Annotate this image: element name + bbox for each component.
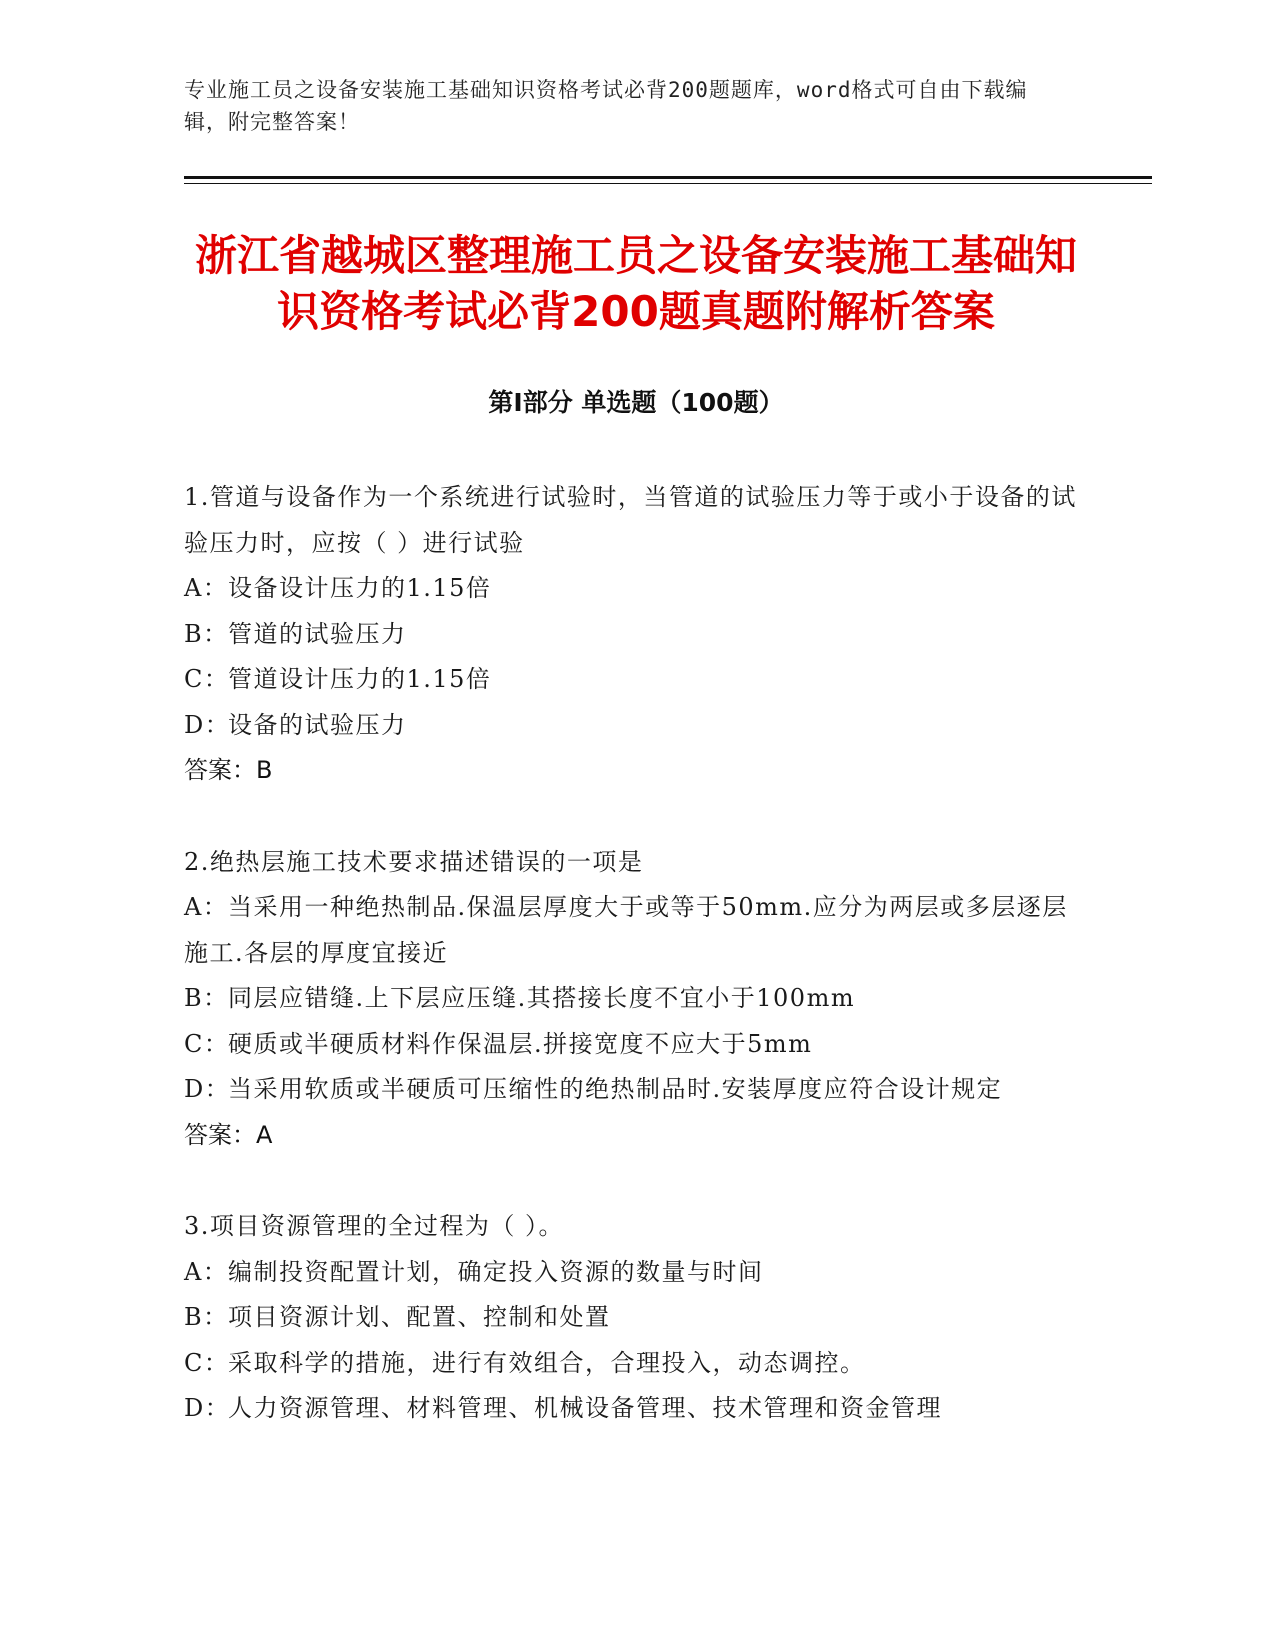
option-text: 管道设计压力的1.15倍 <box>228 665 492 693</box>
header-rule-thick <box>184 176 1152 179</box>
option-c <box>184 1022 1088 1068</box>
document-title: 浙江省越城区整理施工员之设备安装施工基础知识资格考试必背200题真题附解析答案 <box>194 231 1077 336</box>
option-text: 设备的试验压力 <box>228 710 407 739</box>
option-key: A： <box>184 574 229 602</box>
answer-line: 答案：A <box>184 1120 273 1149</box>
option-text: 采取科学的措施，进行有效组合，合理投入，动态调控。 <box>228 1348 866 1377</box>
option-text: 同层应错缝.上下层应压缝.其搭接长度不宜小于100mm <box>228 984 856 1012</box>
question-2 <box>184 840 1088 1159</box>
option-key: B： <box>184 1303 229 1331</box>
option-b <box>184 612 1088 658</box>
option-key: A： <box>184 1257 229 1286</box>
option-key: A： <box>184 893 229 921</box>
option-d <box>184 703 1088 749</box>
question-1 <box>184 475 1088 794</box>
question-stem: 3.项目资源管理的全过程为（ ）。 <box>184 1212 565 1240</box>
question-stem: 1.管道与设备作为一个系统进行试验时，当管道的试验压力等于或小于设备的试验压力时，应按（ ）进行试验 <box>184 483 1077 557</box>
question-list <box>184 475 1088 1478</box>
option-a <box>184 566 1088 612</box>
answer-line: 答案：B <box>184 756 273 784</box>
option-text: 项目资源计划、配置、控制和处置 <box>228 1303 611 1331</box>
option-key: B： <box>184 619 229 648</box>
option-text: 当采用软质或半硬质可压缩性的绝热制品时.安装厚度应符合设计规定 <box>228 1075 1003 1103</box>
option-a <box>184 1250 1088 1296</box>
option-c <box>184 1341 1088 1387</box>
option-text: 管道的试验压力 <box>228 619 407 648</box>
section-heading: 第Ⅰ部分 单选题（100题） <box>488 388 784 417</box>
option-d <box>184 1067 1088 1113</box>
option-key: C： <box>184 1029 230 1058</box>
option-a <box>184 885 1088 976</box>
option-key: D： <box>184 710 231 739</box>
option-text: 人力资源管理、材料管理、机械设备管理、技术管理和资金管理 <box>228 1394 942 1422</box>
option-key: C： <box>184 1348 230 1377</box>
question-3 <box>184 1204 1088 1432</box>
question-stem: 2.绝热层施工技术要求描述错误的一项是 <box>184 847 644 876</box>
option-text: 编制投资配置计划，确定投入资源的数量与时间 <box>228 1257 764 1286</box>
intro-text: 专业施工员之设备安装施工基础知识资格考试必背200题题库，word格式可自由下载编辑，附完整答案！ <box>184 78 1028 134</box>
option-text: 设备设计压力的1.15倍 <box>228 574 492 602</box>
option-b <box>184 1295 1088 1341</box>
option-key: D： <box>184 1075 231 1103</box>
option-text: 硬质或半硬质材料作保温层.拼接宽度不应大于5mm <box>228 1029 813 1058</box>
option-key: D： <box>184 1394 231 1422</box>
option-c <box>184 657 1088 703</box>
option-text: 当采用一种绝热制品.保温层厚度大于或等于50mm.应分为两层或多层逐层施工.各层的厚度宜接近 <box>184 893 1068 967</box>
option-b <box>184 976 1088 1022</box>
option-d <box>184 1386 1088 1432</box>
option-key: B： <box>184 984 229 1012</box>
option-key: C： <box>184 665 230 693</box>
header-rule-thin <box>184 183 1152 184</box>
